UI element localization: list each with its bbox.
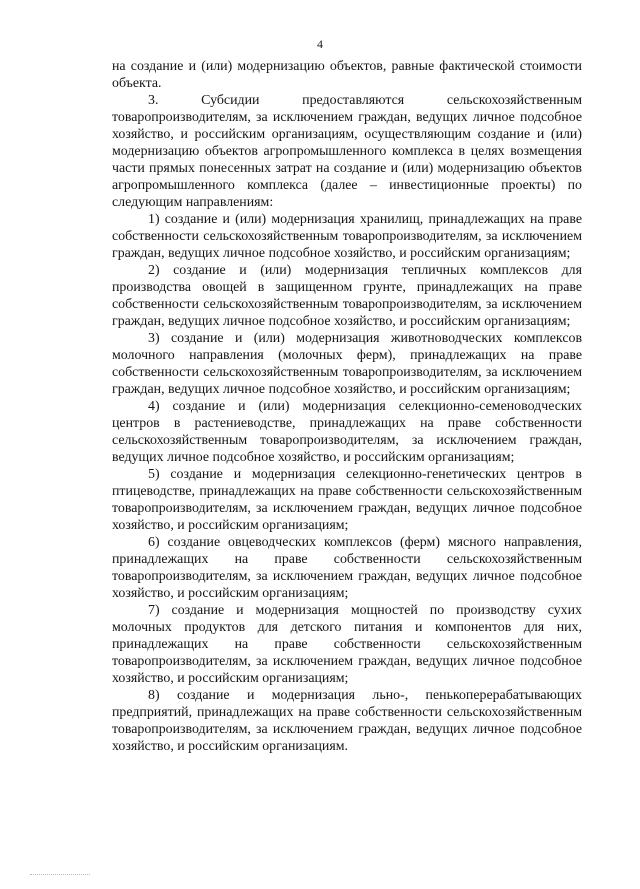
document-body <box>112 58 582 755</box>
list-item-6: 6) создание овцеводческих комплексов (ферм) мясного направления, принадлежащих на праве собственности сельскохозяйственным товаропроизводителям, за исключением граждан, ведущих личное подсобное хозяйство, и российским организациям; <box>112 535 582 601</box>
list-item-7: 7) создание и модернизация мощностей по производству сухих молочных продуктов для детского питания и компонентов для них, принадлежащих на праве собственности сельскохозяйственным товаропроизводителям, за исключением граждан, ведущих личное подсобное хозяйство, и российским организациям; <box>112 603 582 686</box>
page-number: 4 <box>317 37 323 51</box>
list-item-2: 2) создание и (или) модернизация тепличных комплексов для производства овощей в защищенном грунте, принадлежащих на праве собственности сельскохозяйственным товаропроизводителям, за исключением граждан, ведущих личное подсобное хозяйство, и российским организациям; <box>112 263 582 329</box>
list-item-3: 3) создание и (или) модернизация животноводческих комплексов молочного направления (молочных ферм), принадлежащих на праве собственности сельскохозяйственным товаропроизводителям, за исключением граждан, ведущих личное подсобное хозяйство, и российским организациям; <box>112 331 582 397</box>
list-item-5: 5) создание и модернизация селекционно-генетических центров в птицеводстве, принадлежащих на праве собственности сельскохозяйственным товаропроизводителям, за исключением граждан, ведущих личное подсобное хозяйство, и российским организациям; <box>112 467 582 533</box>
paragraph-continuation: на создание и (или) модернизацию объектов, равные фактической стоимости объекта. <box>112 59 582 91</box>
footer-scan-mark <box>30 874 90 876</box>
list-item-4: 4) создание и (или) модернизация селекционно-семеноводческих центров в растениеводстве, принадлежащих на праве собственности сельскохозяйственным товаропроизводителям, за исключением граждан, ведущих личное подсобное хозяйство, и российским организациям; <box>112 399 582 465</box>
list-item-8: 8) создание и модернизация льно-, пенькоперерабатывающих предприятий, принадлежащих на праве собственности сельскохозяйственным товаропроизводителям, за исключением граждан, ведущих личное подсобное хозяйство, и российским организациям. <box>112 688 582 754</box>
list-item-1: 1) создание и (или) модернизация хранилищ, принадлежащих на праве собственности сельскохозяйственным товаропроизводителям, за исключением граждан, ведущих личное подсобное хозяйство, и российским организациям; <box>112 212 582 261</box>
paragraph-clause-3: 3. Субсидии предоставляются сельскохозяйственным товаропроизводителям, за исключением граждан, ведущих личное подсобное хозяйство, и российским организациям, осуществляющим создание и (или) модернизацию объектов агропромышленного комплекса в целях возмещения части прямых понесенных затрат на создание и (или) модернизацию объектов агропромышленного комплекса (далее – инвестиционные проекты) по следующим направлениям: <box>112 93 582 210</box>
